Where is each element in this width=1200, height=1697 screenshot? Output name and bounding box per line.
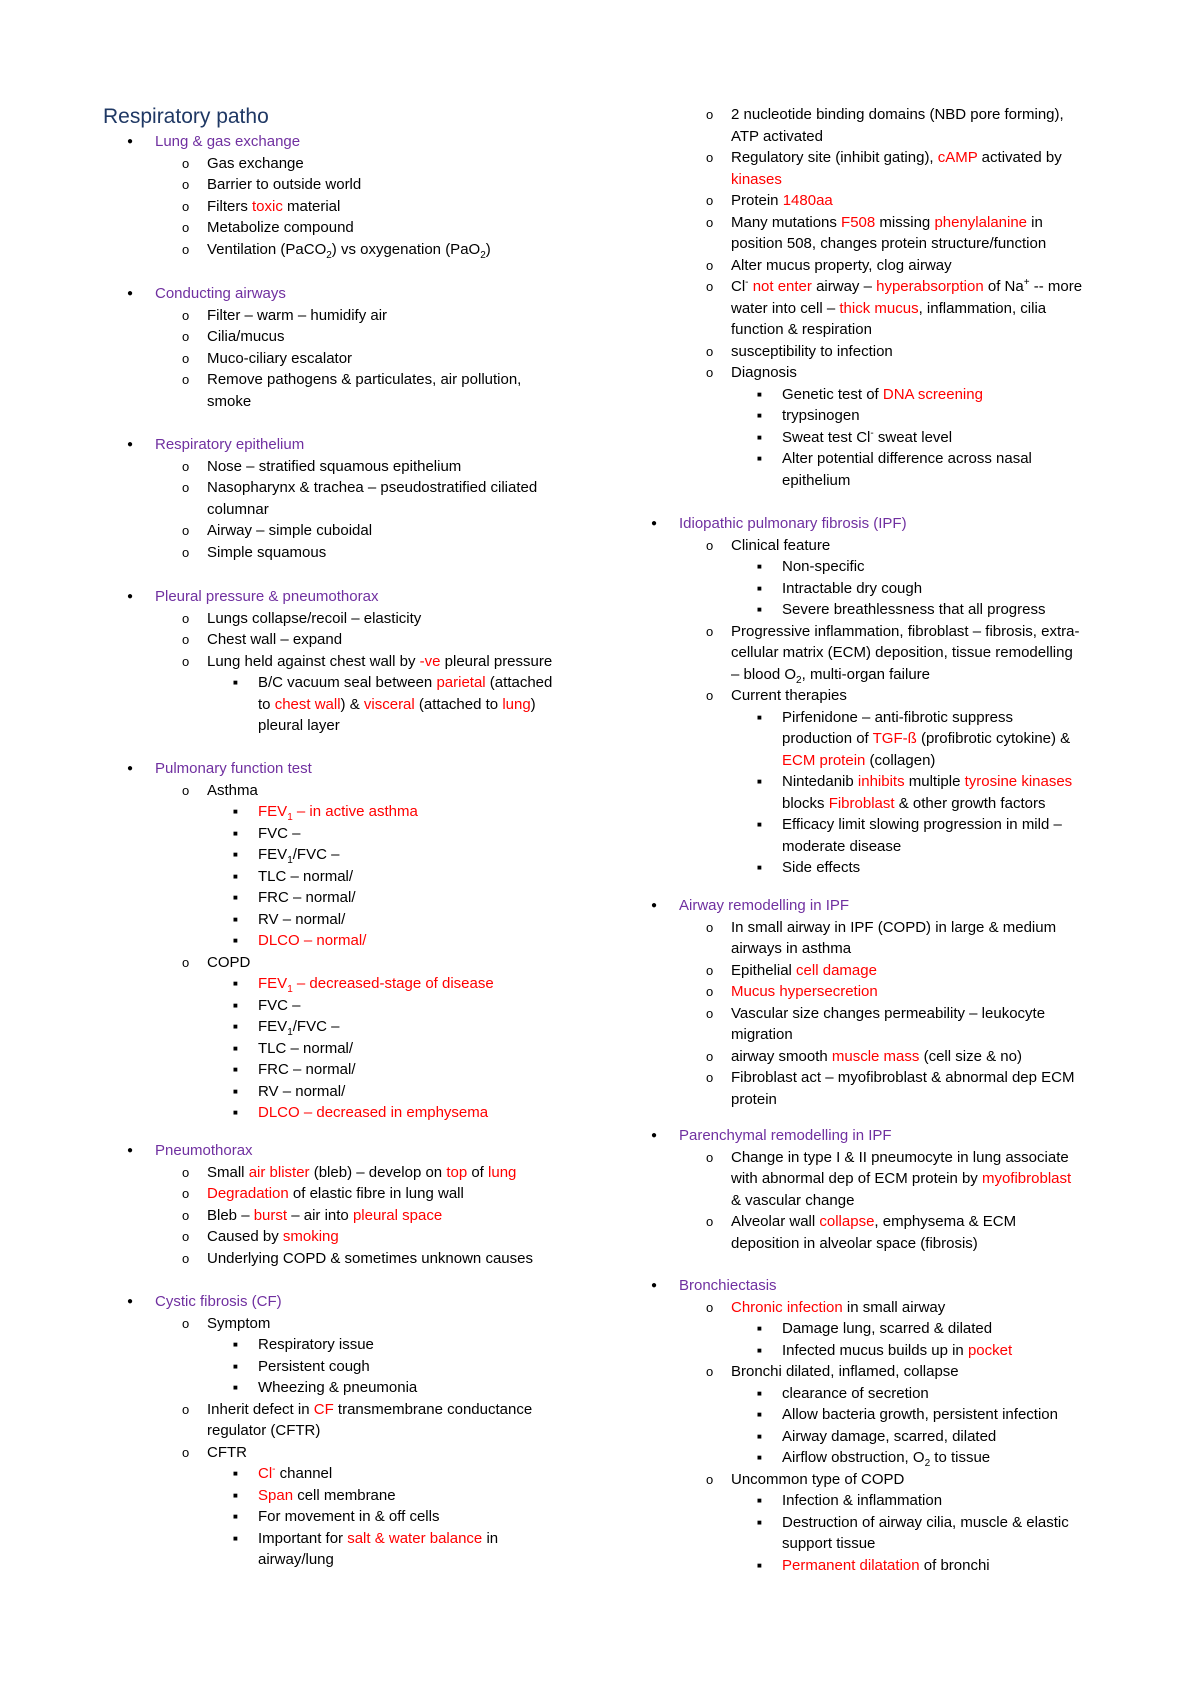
list-item: o Underlying COPD & sometimes unknown causes xyxy=(207,1248,533,1270)
list-item: ■ Side effects xyxy=(782,857,1079,879)
heading-pulmonary-function-test: ● Pulmonary function test xyxy=(155,758,494,780)
list-item: ■ Severe breathlessness that all progress xyxy=(782,599,1079,621)
list-item: ■ Efficacy limit slowing progression in mild – moderate disease xyxy=(782,814,1079,857)
section-pulmonary-function-test xyxy=(155,758,494,1124)
list-item: o Remove pathogens & particulates, air pollution, smoke xyxy=(207,369,521,412)
list-item: o Ventilation (PaCO$_2$) vs oxygenation (PaO$_2$) xyxy=(207,239,491,261)
heading-lung-gas-exchange: ● Lung & gas exchange xyxy=(155,131,491,153)
list-item: o Airway – simple cuboidal xyxy=(207,520,537,542)
list-item: o In small airway in IPF (COPD) in large & medium airways in asthma xyxy=(731,917,1074,960)
list-item: ■ $FEV_1$/FVC – xyxy=(258,844,494,866)
list-item: ■ Permanent dilatation of bronchi xyxy=(782,1555,1069,1577)
list-item: o Caused by smoking xyxy=(207,1226,533,1248)
list-item: ■ For movement in & off cells xyxy=(258,1506,532,1528)
list-item: o Bleb – burst – air into pleural space xyxy=(207,1205,533,1227)
section-pneumothorax xyxy=(155,1140,533,1269)
list-item: o Regulatory site (inhibit gating), cAMP activated by kinases xyxy=(731,147,1082,190)
list-item: o Lung held against chest wall by -ve pleural pressure xyxy=(207,651,552,673)
list-item: ■ Genetic test of DNA screening xyxy=(782,384,1082,406)
list-item: ■ TLC – normal/ xyxy=(258,1038,494,1060)
section-conducting-airways xyxy=(155,283,521,412)
list-item: o susceptibility to infection xyxy=(731,341,1082,363)
list-item: ■ Destruction of airway cilia, muscle & elastic support tissue xyxy=(782,1512,1069,1555)
list-item: o Muco-ciliary escalator xyxy=(207,348,521,370)
list-item: o Alveolar wall collapse, emphysema & ECM deposition in alveolar space (fibrosis) xyxy=(731,1211,1071,1254)
section-bronchiectasis xyxy=(679,1275,1069,1576)
list-item: ■ RV – normal/ xyxy=(258,1081,494,1103)
list-item: ■ Non-specific xyxy=(782,556,1079,578)
list-item: o Small air blister (bleb) – develop on top of lung xyxy=(207,1162,533,1184)
list-item: o Epithelial cell damage xyxy=(731,960,1074,982)
heading-cystic-fibrosis: ● Cystic fibrosis (CF) xyxy=(155,1291,532,1313)
list-item: o Lungs collapse/recoil – elasticity xyxy=(207,608,552,630)
section-respiratory-epithelium xyxy=(155,434,537,563)
section-cystic-fibrosis xyxy=(155,1291,532,1571)
list-item: o Symptom xyxy=(207,1313,532,1335)
list-item: o Nasopharynx & trachea – pseudostratified ciliated columnar xyxy=(207,477,537,520)
list-item: o 2 nucleotide binding domains (NBD pore forming), ATP activated xyxy=(731,104,1082,147)
list-item: ■ DLCO – normal/ xyxy=(258,930,494,952)
list-item: ■ Airflow obstruction, $O_2$ to tissue xyxy=(782,1447,1069,1469)
heading-respiratory-epithelium: ● Respiratory epithelium xyxy=(155,434,537,456)
list-item: o Clinical feature xyxy=(731,535,1079,557)
list-item: o COPD xyxy=(207,952,494,974)
list-item: ■ $FEV_1$/FVC – xyxy=(258,1016,494,1038)
list-item: ■ Infection & inflammation xyxy=(782,1490,1069,1512)
list-item: o Inherit defect in CF transmembrane conductance regulator (CFTR) xyxy=(207,1399,532,1442)
heading-bronchiectasis: ● Bronchiectasis xyxy=(679,1275,1069,1297)
list-item: ■ FRC – normal/ xyxy=(258,887,494,909)
list-item: o Metabolize compound xyxy=(207,217,491,239)
list-item: o Filters toxic material xyxy=(207,196,491,218)
list-item: ■ Cl- channel xyxy=(258,1463,532,1485)
list-item: o Protein 1480aa xyxy=(731,190,1082,212)
list-item: ■ Respiratory issue xyxy=(258,1334,532,1356)
list-item: ■ Intractable dry cough xyxy=(782,578,1079,600)
heading-conducting-airways: ● Conducting airways xyxy=(155,283,521,305)
section-lung-gas-exchange xyxy=(155,131,491,260)
list-item: ■ Span cell membrane xyxy=(258,1485,532,1507)
list-item: o Vascular size changes permeability – leukocyte migration xyxy=(731,1003,1074,1046)
list-item: o Mucus hypersecretion xyxy=(731,981,1074,1003)
list-item: o Fibroblast act – myofibroblast & abnormal dep ECM protein xyxy=(731,1067,1074,1110)
section-parenchymal-remodelling xyxy=(679,1125,1071,1254)
list-item: o Gas exchange xyxy=(207,153,491,175)
list-item: o CFTR xyxy=(207,1442,532,1464)
list-item: ■ trypsinogen xyxy=(782,405,1082,427)
list-item: ■ Pirfenidone – anti-fibrotic suppress production of TGF-ß (profibrotic cytokine) & ECM protein (collagen) xyxy=(782,707,1079,772)
list-item: ■ Damage lung, scarred & dilated xyxy=(782,1318,1069,1340)
list-item: o Simple squamous xyxy=(207,542,537,564)
list-item: o Diagnosis xyxy=(731,362,1082,384)
list-item: o Degradation of elastic fibre in lung wall xyxy=(207,1183,533,1205)
list-item: o Current therapies xyxy=(731,685,1079,707)
list-item: ■ FVC – xyxy=(258,823,494,845)
list-item: ■ $FEV_1$ – decreased-stage of disease xyxy=(258,973,494,995)
list-item: ■ Sweat test Cl- sweat level xyxy=(782,427,1082,449)
list-item: ■ clearance of secretion xyxy=(782,1383,1069,1405)
heading-airway-remodelling: ● Airway remodelling in IPF xyxy=(679,895,1074,917)
section-airway-remodelling xyxy=(679,895,1074,1110)
section-pleural-pressure xyxy=(155,586,552,737)
list-item: ■ Persistent cough xyxy=(258,1356,532,1378)
list-item: o Chronic infection in small airway xyxy=(731,1297,1069,1319)
list-item: o Asthma xyxy=(207,780,494,802)
list-item: o Cl- not enter airway – hyperabsorption of Na+ -- more water into cell – thick mucus, inflammation, cilia function & respiration xyxy=(731,276,1082,341)
list-item: o airway smooth muscle mass (cell size & no) xyxy=(731,1046,1074,1068)
list-item: o Nose – stratified squamous epithelium xyxy=(207,456,537,478)
list-item: ■ Nintedanib inhibits multiple tyrosine kinases blocks Fibroblast & other growth factors xyxy=(782,771,1079,814)
list-item: ■ TLC – normal/ xyxy=(258,866,494,888)
list-item: o Barrier to outside world xyxy=(207,174,491,196)
heading-pneumothorax: ● Pneumothorax xyxy=(155,1140,533,1162)
list-item: o Uncommon type of COPD xyxy=(731,1469,1069,1491)
heading-parenchymal-remodelling: ● Parenchymal remodelling in IPF xyxy=(679,1125,1071,1147)
list-item: o Many mutations F508 missing phenylalanine in position 508, changes protein structure/function xyxy=(731,212,1082,255)
list-item: o Filter – warm – humidify air xyxy=(207,305,521,327)
list-item: o Alter mucus property, clog airway xyxy=(731,255,1082,277)
list-item: o Bronchi dilated, inflamed, collapse xyxy=(731,1361,1069,1383)
list-item: ■ Important for salt & water balance in airway/lung xyxy=(258,1528,532,1571)
section-cftr-continued xyxy=(731,104,1082,491)
list-item: ■ Wheezing & pneumonia xyxy=(258,1377,532,1399)
list-item: ■ Infected mucus builds up in pocket xyxy=(782,1340,1069,1362)
list-item: ■ FVC – xyxy=(258,995,494,1017)
heading-ipf: ● Idiopathic pulmonary fibrosis (IPF) xyxy=(679,513,1079,535)
list-item: o Progressive inflammation, fibroblast – fibrosis, extra- cellular matrix (ECM) deposition, tissue remodelling – blood $O_2$, multi-organ failure xyxy=(731,621,1079,686)
list-item: ■ Alter potential difference across nasal epithelium xyxy=(782,448,1082,491)
list-item: ■ FRC – normal/ xyxy=(258,1059,494,1081)
section-ipf xyxy=(679,513,1079,879)
list-item: ■ $FEV_1$ – in active asthma xyxy=(258,801,494,823)
list-item: ■ B/C vacuum seal between parietal (attached to chest wall) & visceral (attached to lung) pleural layer xyxy=(258,672,552,737)
list-item: o Change in type I & II pneumocyte in lung associate with abnormal dep of ECM protein by myofibroblast & vascular change xyxy=(731,1147,1071,1212)
list-item: ■ RV – normal/ xyxy=(258,909,494,931)
list-item: o Cilia/mucus xyxy=(207,326,521,348)
heading-pleural-pressure: ● Pleural pressure & pneumothorax xyxy=(155,586,552,608)
list-item: o Chest wall – expand xyxy=(207,629,552,651)
page-title: Respiratory patho xyxy=(103,105,269,128)
list-item: ■ DLCO – decreased in emphysema xyxy=(258,1102,494,1124)
list-item: ■ Allow bacteria growth, persistent infection xyxy=(782,1404,1069,1426)
list-item: ■ Airway damage, scarred, dilated xyxy=(782,1426,1069,1448)
